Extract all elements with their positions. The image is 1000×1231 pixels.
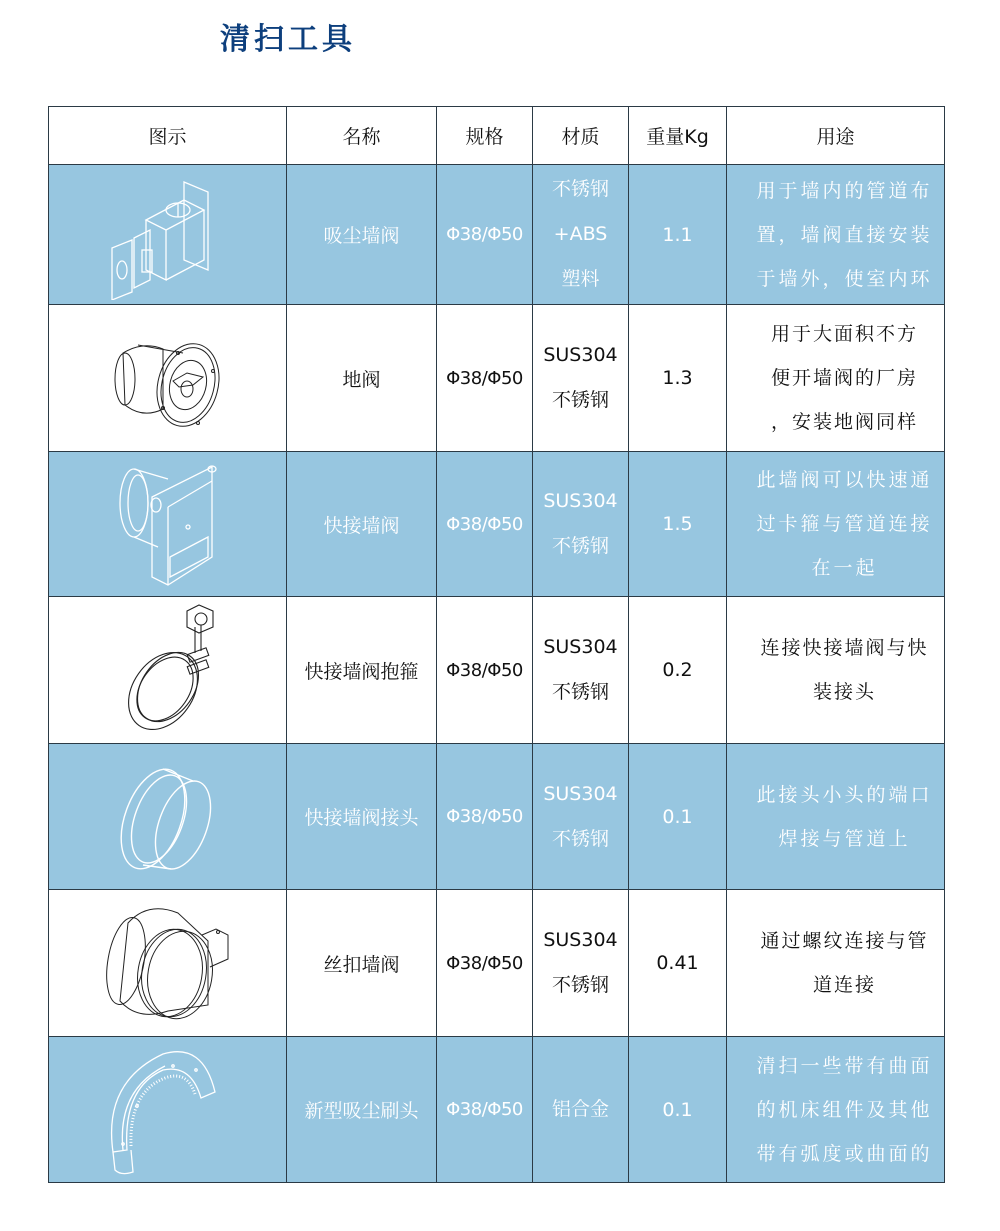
- spec-cell: Φ38/Φ50: [437, 165, 533, 305]
- material-line: 不锈钢: [551, 827, 609, 850]
- header-image: 图示: [49, 107, 287, 165]
- header-spec: 规格: [437, 107, 533, 165]
- weight-cell: 0.41: [629, 890, 727, 1037]
- material-line: 不锈钢: [551, 535, 609, 557]
- usage-cell: [727, 1037, 945, 1183]
- material-line: SUS304: [543, 490, 618, 512]
- name-cell: 快接墙阀抱箍: [287, 597, 437, 744]
- material-cell: [533, 890, 629, 1037]
- threaded-wall-valve-icon: [98, 901, 238, 1026]
- quick-wall-valve-icon: [108, 457, 228, 592]
- clamp-icon: [113, 603, 223, 738]
- usage-line: 焊接与管道上: [778, 827, 911, 850]
- header-weight: 重量Kg: [629, 107, 727, 165]
- material-cell: [533, 165, 629, 305]
- usage-line: 此墙阀可以快速通: [756, 469, 933, 491]
- usage-line: 在一起: [811, 557, 878, 579]
- name-cell: 丝扣墙阀: [287, 890, 437, 1037]
- material-line: 不锈钢: [551, 178, 609, 200]
- spec-cell: Φ38/Φ50: [437, 744, 533, 890]
- spec-cell: Φ38/Φ50: [437, 597, 533, 744]
- usage-cell: [727, 452, 945, 597]
- usage-line: 于墙外，使室内环: [756, 267, 933, 290]
- usage-cell: [727, 305, 945, 452]
- spec-cell: Φ38/Φ50: [437, 452, 533, 597]
- header-name: 名称: [287, 107, 437, 165]
- material-cell: [533, 1037, 629, 1183]
- table-row: [49, 890, 945, 1037]
- image-cell: [49, 452, 287, 597]
- material-line: 不锈钢: [551, 389, 609, 411]
- usage-cell: [727, 744, 945, 890]
- usage-line: 带有弧度或曲面的: [756, 1142, 933, 1165]
- usage-cell: [727, 165, 945, 305]
- weight-cell: 0.2: [629, 597, 727, 744]
- weight-cell: 1.5: [629, 452, 727, 597]
- image-cell: [49, 597, 287, 744]
- page-title: 清扫工具: [220, 22, 356, 57]
- table-row: [49, 744, 945, 890]
- material-cell: [533, 452, 629, 597]
- name-cell: 地阀: [287, 305, 437, 452]
- image-cell: [49, 744, 287, 890]
- usage-line: 此接头小头的端口: [756, 783, 933, 806]
- name-cell: 吸尘墙阀: [287, 165, 437, 305]
- image-cell: [49, 305, 287, 452]
- name-cell: 新型吸尘刷头: [287, 1037, 437, 1183]
- material-line: SUS304: [543, 929, 618, 951]
- material-line: 不锈钢: [551, 681, 609, 703]
- material-line: +ABS: [553, 223, 608, 245]
- material-line: 不锈钢: [551, 974, 609, 996]
- material-line: SUS304: [543, 782, 618, 805]
- usage-line: 便开墙阀的厂房: [770, 367, 918, 389]
- usage-line: 过卡箍与管道连接: [756, 513, 933, 535]
- material-line: 铝合金: [551, 1098, 609, 1120]
- spec-table: [48, 106, 945, 1183]
- header-material: 材质: [533, 107, 629, 165]
- image-cell: [49, 890, 287, 1037]
- header-usage: 用途: [727, 107, 945, 165]
- usage-line: 连接快接墙阀与快: [760, 637, 929, 659]
- material-cell: [533, 744, 629, 890]
- floor-valve-icon: [103, 323, 233, 433]
- usage-line: 装接头: [812, 681, 876, 703]
- material-cell: [533, 597, 629, 744]
- usage-line: 置，墙阀直接安装: [756, 223, 933, 246]
- connector-icon: [113, 757, 223, 877]
- material-cell: [533, 305, 629, 452]
- usage-line: 用于大面积不方: [770, 323, 918, 345]
- name-cell: 快接墙阀: [287, 452, 437, 597]
- usage-line: 用于墙内的管道布: [756, 179, 933, 202]
- table-row: [49, 305, 945, 452]
- material-line: SUS304: [543, 636, 618, 658]
- curved-brush-head-icon: [93, 1042, 243, 1177]
- table-row: [49, 597, 945, 744]
- spec-cell: Φ38/Φ50: [437, 890, 533, 1037]
- wall-valve-icon: [98, 170, 238, 300]
- table-row: [49, 452, 945, 597]
- spec-cell: Φ38/Φ50: [437, 1037, 533, 1183]
- weight-cell: 0.1: [629, 1037, 727, 1183]
- image-cell: [49, 165, 287, 305]
- material-line: SUS304: [543, 344, 618, 366]
- usage-line: 道连接: [812, 974, 876, 996]
- usage-line: 清扫一些带有曲面: [756, 1054, 933, 1077]
- name-cell: 快接墙阀接头: [287, 744, 437, 890]
- weight-cell: 0.1: [629, 744, 727, 890]
- image-cell: [49, 1037, 287, 1183]
- usage-line: ，安装地阀同样: [770, 411, 918, 433]
- table-row: [49, 165, 945, 305]
- table-row: [49, 1037, 945, 1183]
- table-header-row: [49, 107, 945, 165]
- weight-cell: 1.3: [629, 305, 727, 452]
- usage-line: 通过螺纹连接与管: [760, 930, 929, 952]
- usage-line: 的机床组件及其他: [756, 1098, 933, 1121]
- usage-cell: [727, 890, 945, 1037]
- usage-cell: [727, 597, 945, 744]
- spec-cell: Φ38/Φ50: [437, 305, 533, 452]
- weight-cell: 1.1: [629, 165, 727, 305]
- material-line: 塑料: [561, 268, 600, 290]
